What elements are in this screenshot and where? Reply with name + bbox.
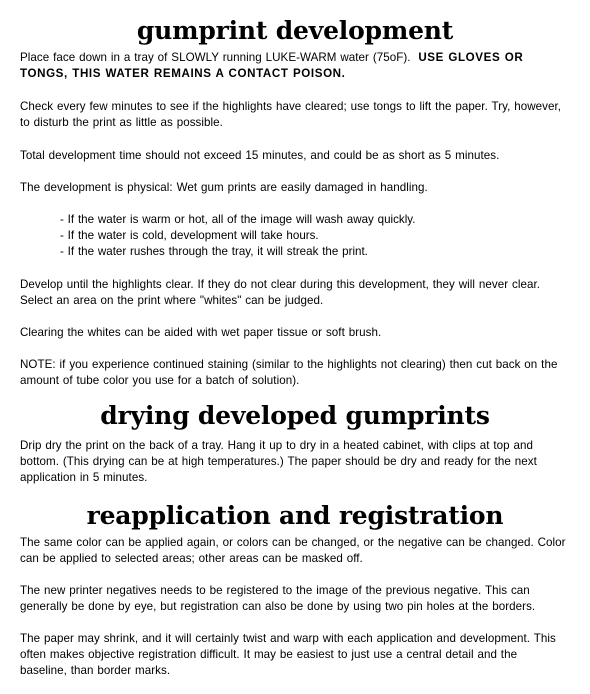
paragraph-physical: The development is physical: Wet gum prints are easily damaged in handling. [20, 181, 428, 194]
paragraph-reapplication-3: The paper may shrink, and it will certainly twist and warp with each application and development. This often makes objective registration difficult. It may be easiest to just use a central detail and the baseline, than border marks. [20, 632, 556, 678]
paragraph-intro [20, 50, 566, 82]
paragraph-reapplication-1: The same color can be applied again, or colors can be changed, or the negative can be changed. Color can be applied to selected areas; other areas can be masked off. [20, 536, 566, 566]
paragraph-note: NOTE: if you experience continued staining (similar to the highlights not clearing) then cut back on the amount of tube color you use for a batch of solution). [20, 358, 558, 388]
paragraph-reapplication-2: The new printer negatives needs to be registered to the image of the previous negative. This can generally be done by eye, but registration can also be done by using two pin holes at the borders. [20, 584, 536, 614]
bullet-list [60, 212, 560, 261]
list-item: - If the water is cold, development will take hours. [60, 229, 319, 243]
paragraph-develop: Develop until the highlights clear. If they do not clear during this development, they will never clear. Select an area on the print where "whites" can be judged. [20, 278, 541, 308]
paragraph-clearing: Clearing the whites can be aided with wet paper tissue or soft brush. [20, 326, 382, 339]
intro-text: Place face down in a tray of SLOWLY running LUKE-WARM water (75oF). [20, 51, 411, 64]
list-item: - If the water is warm or hot, all of the image will wash away quickly. [60, 213, 416, 226]
warning-text: USE GLOVES OR TONGS, THIS WATER REMAINS A CONTACT POISON. [20, 51, 524, 81]
heading-gumprint-development: gumprint development [136, 16, 454, 45]
heading-reapplication: reapplication and registration [86, 501, 504, 530]
paragraph-drying: Drip dry the print on the back of a tray. Hang it up to dry in a heated cabinet, with clips at top and bottom. (This drying can be at high temperatures.) The paper should be dry and ready for the next application in 5 minutes. [20, 439, 537, 485]
heading-drying: drying developed gumprints [100, 401, 490, 430]
paragraph-time: Total development time should not exceed 15 minutes, and could be as short as 5 minutes. [20, 149, 500, 162]
list-item: - If the water rushes through the tray, it will streak the print. [60, 245, 368, 259]
paragraph-check: Check every few minutes to see if the highlights have cleared; use tongs to lift the paper. Try, however, to disturb the print as little as possible. [20, 100, 562, 130]
